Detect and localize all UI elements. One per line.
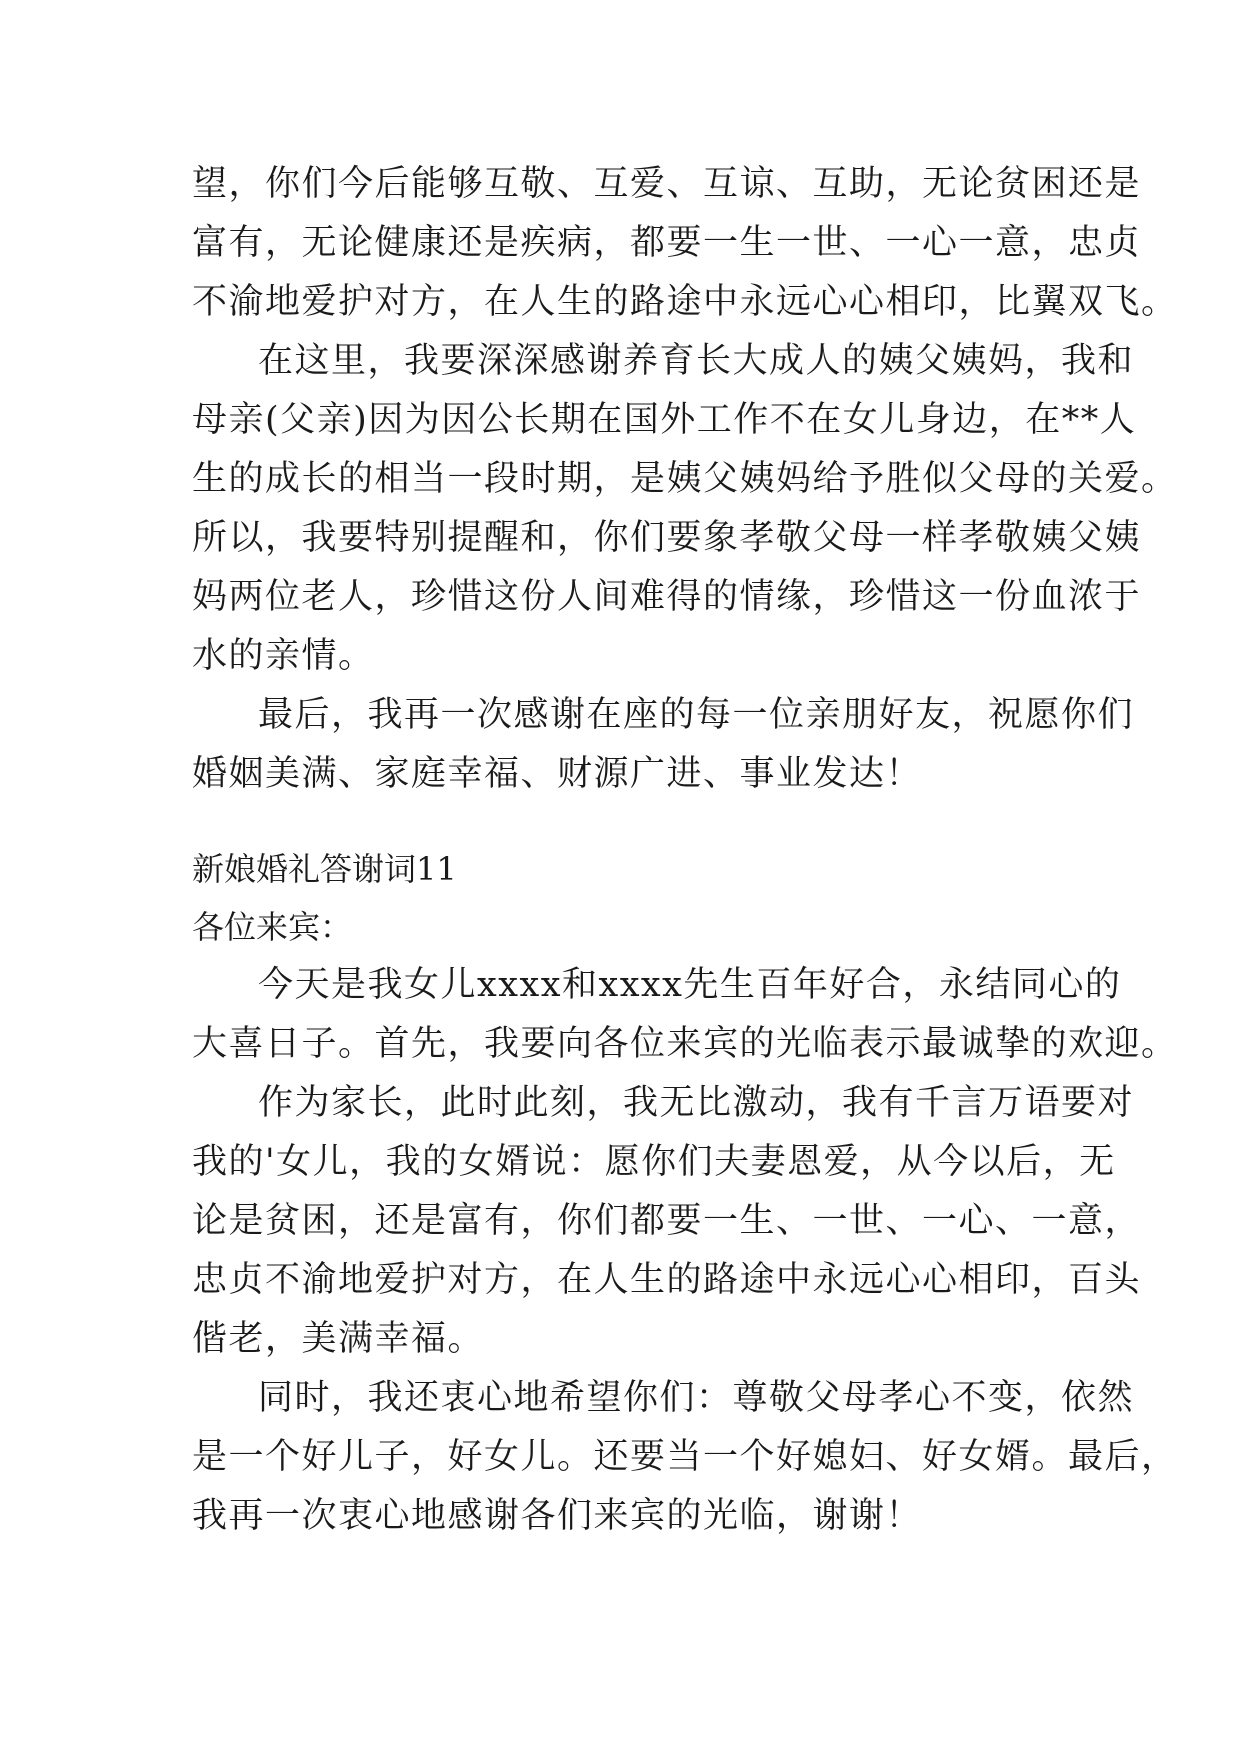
text-line: 忠贞不渝地爱护对方，在人生的路途中永远心心相印，百头 — [192, 1260, 1142, 1300]
text-line: 所以，我要特别提醒和，你们要象孝敬父母一样孝敬姨父姨 — [192, 518, 1142, 558]
paragraph — [192, 155, 1178, 332]
paragraph — [192, 1369, 1178, 1546]
salutation: 各位来宾： — [192, 908, 353, 946]
paragraph — [192, 686, 1135, 804]
text-line: 在这里，我要深深感谢养育长大成人的姨父姨妈，我和 — [258, 341, 1135, 381]
text-line: 今天是我女儿xxxx和xxxx先生百年好合，永结同心的 — [258, 965, 1122, 1005]
text-line: 最后，我再一次感谢在座的每一位亲朋好友，祝愿你们 — [258, 695, 1135, 735]
text-line: 大喜日子。首先，我要向各位来宾的光临表示最诚挚的欢迎。 — [192, 1024, 1178, 1064]
text-line: 母亲(父亲)因为因公长期在国外工作不在女儿身边，在**人 — [192, 400, 1137, 440]
paragraph — [192, 332, 1178, 686]
text-line: 是一个好儿子，好女儿。还要当一个好媳妇、好女婿。最后， — [192, 1437, 1178, 1477]
section-spacer — [192, 804, 1052, 844]
text-line: 富有，无论健康还是疾病，都要一生一世、一心一意，忠贞 — [192, 223, 1142, 263]
text-line: 偕老，美满幸福。 — [192, 1319, 485, 1359]
text-line: 论是贫困，还是富有，你们都要一生、一世、一心、一意， — [192, 1201, 1142, 1241]
text-line: 同时，我还衷心地希望你们：尊敬父母孝心不变，依然 — [258, 1378, 1135, 1418]
text-line: 生的成长的相当一段时期，是姨父姨妈给予胜似父母的关爱。 — [192, 459, 1178, 499]
text-line: 水的亲情。 — [192, 636, 375, 676]
section-heading: 新娘婚礼答谢词11 — [192, 850, 457, 888]
document-page — [192, 155, 1178, 1546]
text-line: 望，你们今后能够互敬、互爱、互谅、互助，无论贫困还是 — [192, 164, 1142, 204]
text-line: 不渝地爱护对方，在人生的路途中永远心心相印，比翼双飞。 — [192, 282, 1178, 322]
paragraph — [192, 956, 1178, 1074]
text-line: 婚姻美满、家庭幸福、财源广进、事业发达！ — [192, 754, 923, 794]
text-line: 妈两位老人，珍惜这份人间难得的情缘，珍惜这一份血浓于 — [192, 577, 1142, 617]
text-line: 我的'女儿，我的女婿说：愿你们夫妻恩爱，从今以后，无 — [192, 1142, 1116, 1182]
paragraph — [192, 1074, 1142, 1369]
text-line: 我再一次衷心地感谢各们来宾的光临，谢谢！ — [192, 1496, 923, 1536]
text-line: 作为家长，此时此刻，我无比激动，我有千言万语要对 — [258, 1083, 1135, 1123]
